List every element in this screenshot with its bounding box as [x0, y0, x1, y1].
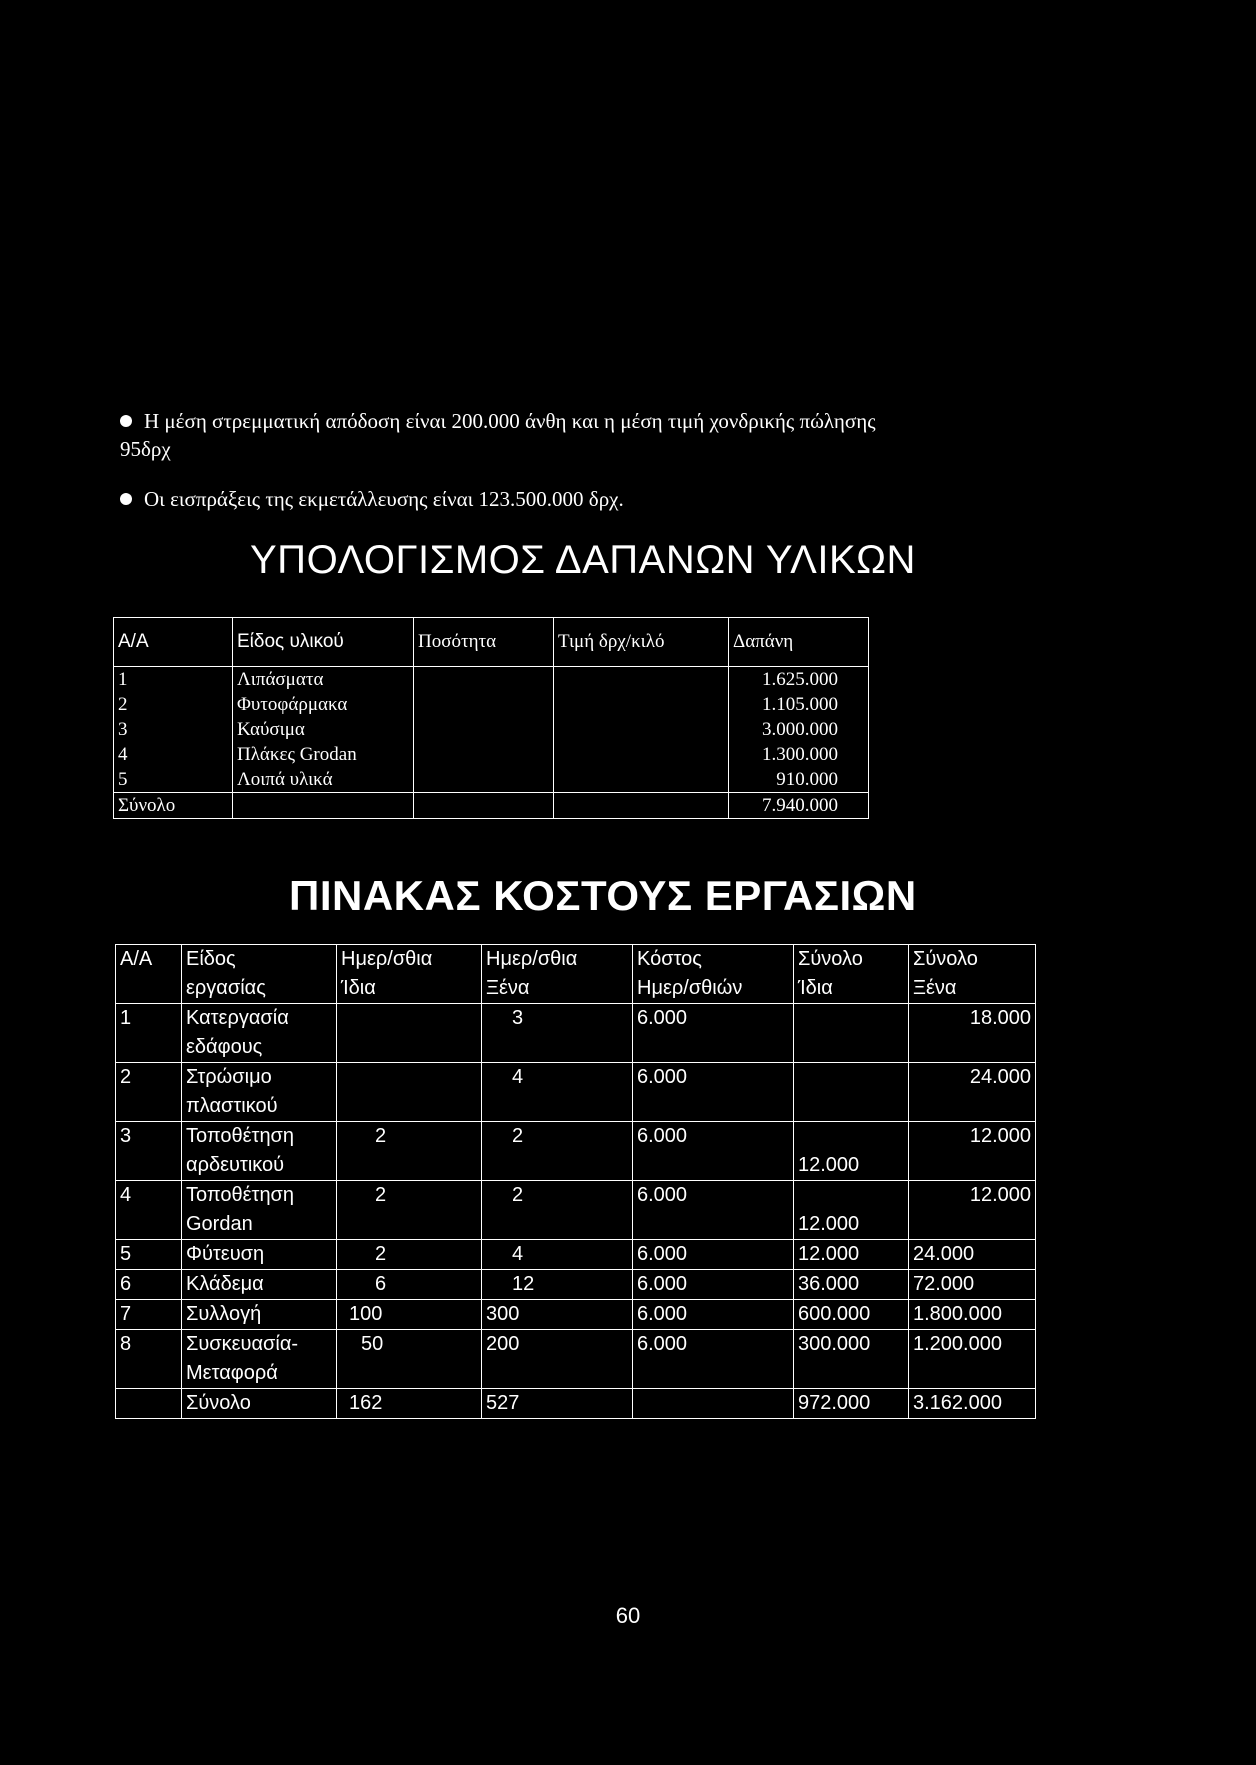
- cell-total-own: 12.000: [794, 1240, 909, 1270]
- work-line: Gordan: [186, 1213, 253, 1235]
- column-header: Είδος υλικού: [233, 618, 414, 667]
- column-header: [633, 945, 794, 1004]
- header-line: Ξένα: [486, 977, 530, 999]
- table-row: [114, 717, 869, 742]
- header-line: Ημερ/σθια: [341, 948, 433, 970]
- cell-own-days: 100: [337, 1300, 482, 1330]
- cell-total-label: Σύνολο: [182, 1389, 337, 1419]
- cell-own-days: [337, 1063, 482, 1122]
- cell-cost: 6.000: [633, 1300, 794, 1330]
- cell-item: Καύσιμα: [233, 717, 414, 742]
- cell-total-hired: 1.800.000: [909, 1300, 1036, 1330]
- labor-table-title: ΠΙΝΑΚΑΣ ΚΟΣΤΟΥΣ ΕΡΓΑΣΙΩΝ: [289, 872, 917, 919]
- cell-aa: 7: [116, 1300, 182, 1330]
- bullet-item: [120, 485, 1020, 513]
- table-total-row: [114, 793, 869, 819]
- cell-price: [554, 717, 729, 742]
- cell-total-hired: 12.000: [909, 1122, 1036, 1181]
- cell-total-hired: 3.162.000: [909, 1389, 1036, 1419]
- cell-total-own: 12.000: [794, 1122, 909, 1181]
- cell-cost: 1.300.000: [729, 742, 869, 767]
- cell-price: [554, 667, 729, 693]
- cell-cost: 6.000: [633, 1004, 794, 1063]
- page-number: 60: [615, 1603, 641, 1628]
- cell-total-own: 972.000: [794, 1389, 909, 1419]
- cell-total-own: 300.000: [794, 1330, 909, 1389]
- cell-total-own: [794, 1004, 909, 1063]
- cell-total-hired: 24.000: [909, 1240, 1036, 1270]
- cell-cost: 6.000: [633, 1122, 794, 1181]
- cell-empty: [633, 1389, 794, 1419]
- cell-work: [182, 1122, 337, 1181]
- table-row: [114, 742, 869, 767]
- cell-cost: 6.000: [633, 1330, 794, 1389]
- cell-cost: 6.000: [633, 1240, 794, 1270]
- bullet-dot-icon: [120, 415, 132, 427]
- column-header: [182, 945, 337, 1004]
- header-line: Ίδια: [798, 977, 833, 999]
- cell-qty: [414, 742, 554, 767]
- cell-aa: 4: [114, 742, 233, 767]
- cell-aa: 4: [116, 1181, 182, 1240]
- column-header: [116, 945, 182, 1004]
- cell-own-days: 2: [337, 1122, 482, 1181]
- cell-work: [182, 1063, 337, 1122]
- header-line: Α/Α: [120, 948, 153, 970]
- cell-cost: 6.000: [633, 1270, 794, 1300]
- cell-aa: 2: [114, 692, 233, 717]
- column-header: Ποσότητα: [414, 618, 554, 667]
- cell-total-hired: 72.000: [909, 1270, 1036, 1300]
- cell-total-hired-days: 527: [482, 1389, 633, 1419]
- cell-total-own: 36.000: [794, 1270, 909, 1300]
- column-header: Δαπάνη: [729, 618, 869, 667]
- cell-empty: [414, 793, 554, 819]
- cell-total-hired: 18.000: [909, 1004, 1036, 1063]
- bullet-text-line: Οι εισπράξεις της εκμετάλλευσης είναι 123.500.000 δρχ.: [144, 487, 624, 511]
- cell-item: Λιπάσματα: [233, 667, 414, 693]
- cell-own-days: 50: [337, 1330, 482, 1389]
- table-row: [114, 692, 869, 717]
- work-line: Τοποθέτηση: [186, 1184, 295, 1206]
- header-line: Ξένα: [913, 977, 957, 999]
- column-header: Τιμή δρχ/κιλό: [554, 618, 729, 667]
- cell-empty: [116, 1389, 182, 1419]
- cell-hired-days: 2: [482, 1181, 633, 1240]
- cell-total-own: 12.000: [794, 1181, 909, 1240]
- table-row: [116, 1181, 1036, 1240]
- work-line: αρδευτικού: [186, 1154, 285, 1176]
- work-line: Κλάδεμα: [186, 1273, 264, 1295]
- cell-own-days: 6: [337, 1270, 482, 1300]
- cell-hired-days: 3: [482, 1004, 633, 1063]
- cell-total-hired: 12.000: [909, 1181, 1036, 1240]
- cell-cost: 1.105.000: [729, 692, 869, 717]
- bullet-item: [120, 407, 1020, 463]
- table-row: [116, 1270, 1036, 1300]
- table-row: [116, 1240, 1036, 1270]
- header-line: Ημερ/σθιών: [637, 977, 743, 999]
- bullet-dot-icon: [120, 493, 132, 505]
- cell-own-days: [337, 1004, 482, 1063]
- cell-aa: 1: [114, 667, 233, 693]
- cell-total-own-days: 162: [337, 1389, 482, 1419]
- cell-empty: [233, 793, 414, 819]
- work-line: Φύτευση: [186, 1243, 265, 1265]
- cell-qty: [414, 767, 554, 793]
- cell-total-own: [794, 1063, 909, 1122]
- table-header-row: [114, 618, 869, 667]
- table-row: [116, 1330, 1036, 1389]
- cell-item: Φυτοφάρμακα: [233, 692, 414, 717]
- cell-hired-days: 12: [482, 1270, 633, 1300]
- work-line: πλαστικού: [186, 1095, 278, 1117]
- cell-own-days: 2: [337, 1181, 482, 1240]
- bullet-text-line: Η μέση στρεμματική απόδοση είναι 200.000 άνθη και η μέση τιμή χονδρικής πώλησης: [144, 409, 876, 433]
- cell-own-days: 2: [337, 1240, 482, 1270]
- header-line: Κόστος: [637, 948, 702, 970]
- header-line: Ίδια: [341, 977, 376, 999]
- work-line: Κατεργασία: [186, 1007, 289, 1029]
- work-line: Τοποθέτηση: [186, 1125, 295, 1147]
- cell-total-label: Σύνολο: [114, 793, 233, 819]
- table-row: [116, 1004, 1036, 1063]
- header-line: εργασίας: [186, 977, 266, 999]
- header-line: Σύνολο: [913, 948, 978, 970]
- cell-price: [554, 742, 729, 767]
- cell-price: [554, 767, 729, 793]
- cell-work: [182, 1270, 337, 1300]
- cell-work: [182, 1004, 337, 1063]
- cell-qty: [414, 717, 554, 742]
- cell-aa: 6: [116, 1270, 182, 1300]
- cell-total-hired: 1.200.000: [909, 1330, 1036, 1389]
- table-row: [116, 1300, 1036, 1330]
- cell-total-own: 600.000: [794, 1300, 909, 1330]
- bullet-text-line: 95δρχ: [120, 437, 171, 461]
- work-line: Μεταφορά: [186, 1362, 278, 1384]
- materials-table-title: ΥΠΟΛΟΓΙΣΜΟΣ ΔΑΠΑΝΩΝ ΥΛΙΚΩΝ: [250, 538, 916, 582]
- cell-qty: [414, 692, 554, 717]
- cell-aa: 5: [116, 1240, 182, 1270]
- cell-work: [182, 1240, 337, 1270]
- column-header: [909, 945, 1036, 1004]
- materials-table: [113, 617, 869, 819]
- cell-aa: 1: [116, 1004, 182, 1063]
- cell-qty: [414, 667, 554, 693]
- table-total-row: [116, 1389, 1036, 1419]
- table-header-row: [116, 945, 1036, 1004]
- cell-work: [182, 1330, 337, 1389]
- labor-table: [115, 944, 1036, 1419]
- cell-hired-days: 2: [482, 1122, 633, 1181]
- table-row: [116, 1063, 1036, 1122]
- cell-work: [182, 1181, 337, 1240]
- header-line: Ημερ/σθια: [486, 948, 578, 970]
- bullet-list: [120, 407, 1020, 535]
- header-line: Είδος: [186, 948, 236, 970]
- cell-aa: 3: [114, 717, 233, 742]
- column-header: [482, 945, 633, 1004]
- cell-aa: 2: [116, 1063, 182, 1122]
- cell-hired-days: 200: [482, 1330, 633, 1389]
- header-line: Σύνολο: [798, 948, 863, 970]
- table-row: [116, 1122, 1036, 1181]
- table-row: [114, 767, 869, 793]
- column-header: [337, 945, 482, 1004]
- cell-hired-days: 4: [482, 1240, 633, 1270]
- cell-cost: 3.000.000: [729, 717, 869, 742]
- cell-total-cost: 7.940.000: [729, 793, 869, 819]
- column-header: [794, 945, 909, 1004]
- table-row: [114, 667, 869, 693]
- cell-hired-days: 4: [482, 1063, 633, 1122]
- cell-hired-days: 300: [482, 1300, 633, 1330]
- work-line: Στρώσιμο: [186, 1066, 272, 1088]
- column-header: Α/Α: [114, 618, 233, 667]
- work-line: εδάφους: [186, 1036, 263, 1058]
- cell-price: [554, 692, 729, 717]
- cell-cost: 910.000: [729, 767, 869, 793]
- cell-total-hired: 24.000: [909, 1063, 1036, 1122]
- cell-cost: 6.000: [633, 1063, 794, 1122]
- cell-item: Πλάκες Grodan: [233, 742, 414, 767]
- cell-item: Λοιπά υλικά: [233, 767, 414, 793]
- cell-aa: 5: [114, 767, 233, 793]
- cell-cost: 6.000: [633, 1181, 794, 1240]
- work-line: Συσκευασία-: [186, 1333, 299, 1355]
- cell-aa: 3: [116, 1122, 182, 1181]
- cell-cost: 1.625.000: [729, 667, 869, 693]
- cell-aa: 8: [116, 1330, 182, 1389]
- cell-empty: [554, 793, 729, 819]
- cell-work: Συλλογή: [182, 1300, 337, 1330]
